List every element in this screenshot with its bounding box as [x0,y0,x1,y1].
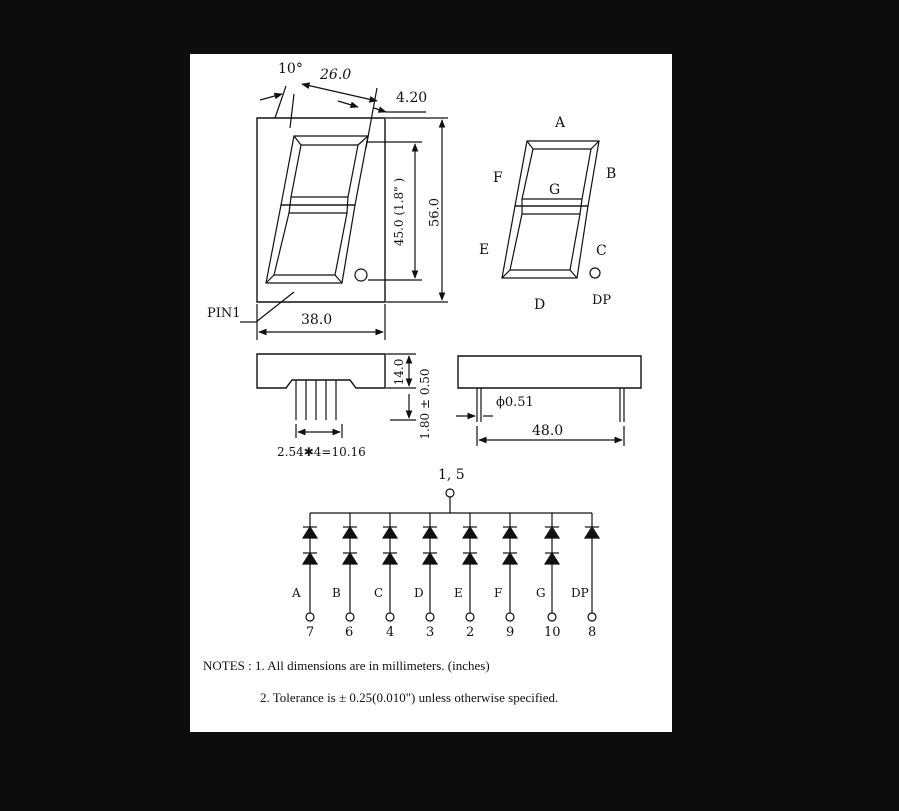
channel-pin-label: 10 [544,625,561,640]
front-dp-dot [355,269,367,281]
segment-label-c: C [596,243,607,259]
channel-segment-label: D [414,586,424,600]
front-digit-outline [266,136,368,283]
segment-label-g: G [549,182,561,198]
channel-segment-label: G [536,586,546,600]
segment-map-dp-dot [590,268,600,278]
led-channel-d [423,513,437,621]
side-view-right [458,356,641,388]
side-view-left [257,354,385,388]
led-channels [303,513,599,621]
body-height-label: 56.0 [427,198,443,227]
datasheet-drawing [190,54,672,732]
notes-line-2: 2. Tolerance is ± 0.25(0.010") unless otherwise specified. [260,690,559,705]
pin1-label: PIN1 [207,306,241,321]
body-width-label: 38.0 [301,312,333,328]
pin-span-label: 48.0 [532,423,564,439]
channel-segment-label: E [454,586,463,600]
led-channel-dp [585,513,599,621]
led-channel-b [343,513,357,621]
segment-label-f: F [493,170,503,186]
digit-width-label: 26.0 [320,67,352,83]
channel-segment-label: DP [571,586,589,600]
angle-label: 10° [278,61,303,77]
led-channel-e [463,513,477,621]
channel-pin-label: 4 [386,625,395,640]
segment-map-digit [502,141,599,278]
common-pins-label: 1, 5 [438,467,465,483]
channel-pin-label: 2 [466,625,475,640]
digit-height-label: 45.0 (1.8" ) [392,177,406,247]
channel-segment-label: F [494,586,503,600]
pin-diameter-label: ϕ0.51 [496,395,534,410]
channel-pin-label: 8 [588,625,597,640]
segment-label-a: A [555,115,566,131]
side-height-label: 14.0 [392,358,406,386]
led-channel-f [503,513,517,621]
segment-label-b: B [606,166,617,182]
notes-line-1: NOTES : 1. All dimensions are in millimeters. (inches) [203,658,490,673]
channel-pin-label: 6 [345,625,354,640]
segment-label-d: D [534,297,546,313]
channel-segment-label: B [332,586,341,600]
led-channel-g [545,513,559,621]
slant-offset-label: 4.20 [396,90,428,106]
channel-segment-label: C [374,586,384,600]
segment-label-e: E [479,242,490,258]
led-channel-a [303,513,317,621]
channel-pin-label: 7 [306,625,315,640]
pin-pitch-label: 2.54✱4=10.16 [277,445,366,459]
channel-pin-label: 9 [506,625,515,640]
segment-label-dp: DP [592,293,612,308]
led-channel-c [383,513,397,621]
channel-segment-label: A [292,586,301,600]
common-pin-terminal [446,489,454,497]
channel-pin-label: 3 [426,625,435,640]
pin-length-label: 1.80 ± 0.50 [418,368,432,440]
